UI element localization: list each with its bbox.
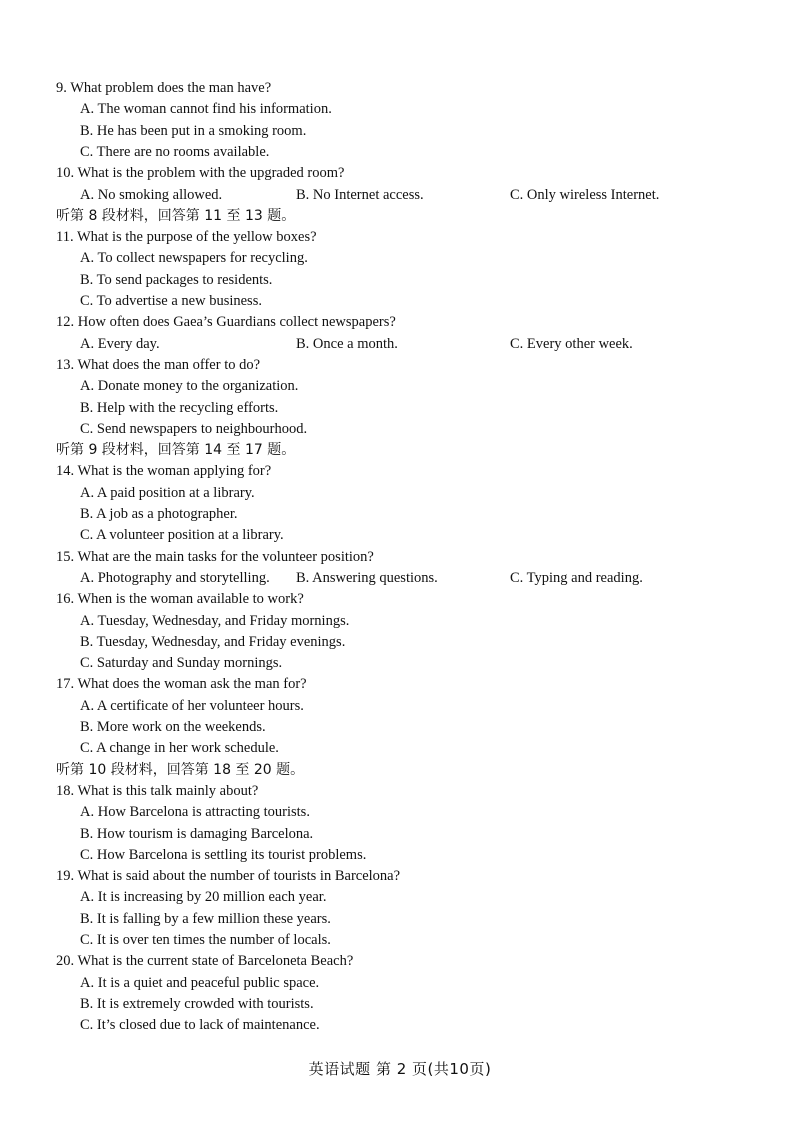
question-stem — [56, 589, 304, 610]
question-text: What is the problem with the upgraded room? — [77, 165, 345, 182]
option-label: A. — [80, 250, 98, 267]
question-stem — [56, 674, 307, 695]
option-label: C. — [80, 143, 97, 160]
option-label: C. — [80, 1017, 97, 1034]
question-number: 16. — [56, 591, 78, 608]
option-text: A volunteer position at a library. — [96, 527, 284, 544]
question-text: What is the woman applying for? — [77, 463, 272, 480]
option-text: It is increasing by 20 million each year. — [97, 889, 327, 906]
option-text: To send packages to residents. — [96, 271, 273, 288]
option-label: B. — [80, 122, 97, 139]
option-label: C. — [80, 740, 97, 757]
option-c — [80, 291, 262, 312]
option-c — [80, 738, 279, 759]
option-b — [80, 270, 272, 291]
question-number: 13. — [56, 356, 78, 373]
option-c — [80, 525, 284, 546]
option-a — [80, 696, 304, 717]
question-number: 11. — [56, 229, 77, 246]
option-a — [80, 887, 326, 908]
option-label: A. — [80, 378, 98, 395]
option-text: How tourism is damaging Barcelona. — [96, 825, 314, 842]
option-label: B. — [80, 719, 97, 735]
option-a — [80, 802, 310, 823]
option-b: B. Answering questions. — [296, 569, 438, 586]
option-a — [80, 483, 255, 504]
option-a: A. Photography and storytelling. — [80, 569, 270, 586]
option-b — [80, 824, 313, 845]
option-row — [80, 568, 643, 589]
option-c — [80, 930, 331, 951]
question-stem — [56, 781, 258, 802]
option-text: Donate money to the organization. — [97, 378, 299, 395]
question-number: 20. — [56, 953, 78, 970]
option-label: A. — [80, 484, 97, 501]
question-number: 12. — [56, 314, 78, 331]
question-stem — [56, 163, 344, 184]
option-text: A paid position at a library. — [96, 484, 255, 501]
option-b — [80, 398, 278, 419]
option-a — [80, 376, 298, 397]
option-label: B. — [80, 825, 97, 842]
option-label: A. — [80, 804, 98, 821]
question-stem — [56, 951, 353, 972]
question-number: 17. — [56, 676, 78, 693]
option-a — [80, 973, 319, 994]
option-text: A change in her work schedule. — [96, 740, 279, 757]
option-a: A. Every day. — [80, 335, 160, 352]
question-text: What problem does the man have? — [70, 80, 272, 96]
option-c — [80, 419, 307, 440]
option-text: The woman cannot find his information. — [97, 101, 332, 118]
option-text: Send newspapers to neighbourhood. — [96, 420, 308, 437]
option-a — [80, 99, 332, 120]
question-stem — [56, 866, 400, 887]
question-text: What is the purpose of the yellow boxes? — [76, 229, 317, 246]
option-text: More work on the weekends. — [96, 719, 266, 735]
option-label: C. — [80, 846, 97, 863]
option-label: A. — [80, 889, 98, 906]
question-text: What is this talk mainly about? — [77, 782, 259, 799]
question-text: How often does Gaea’s Guardians collect newspapers? — [77, 314, 396, 331]
option-b — [80, 504, 237, 525]
option-b: B. Once a month. — [296, 335, 398, 352]
question-text: What are the main tasks for the volunteer position? — [77, 548, 374, 565]
question-stem — [56, 78, 271, 99]
option-c: C. Only wireless Internet. — [510, 186, 660, 203]
option-c — [80, 1015, 320, 1036]
option-label: A. — [80, 697, 97, 714]
option-a — [80, 248, 308, 269]
option-text: Saturday and Sunday mornings. — [96, 655, 283, 672]
option-label: B. — [80, 271, 97, 288]
option-label: C. — [80, 293, 97, 309]
option-label: A. — [80, 974, 98, 991]
option-a — [80, 611, 349, 632]
option-b — [80, 994, 314, 1015]
option-text: Tuesday, Wednesday, and Friday evenings. — [96, 633, 346, 650]
option-text: To advertise a new business. — [96, 293, 262, 309]
option-label: C. — [80, 420, 97, 437]
option-c — [80, 142, 269, 163]
page-footer: 英语试题 第 2 页(共10页) — [308, 1060, 492, 1078]
option-b: B. No Internet access. — [296, 186, 424, 203]
question-number: 9. — [56, 80, 71, 96]
option-label: C. — [80, 655, 97, 672]
question-text: What is the current state of Barceloneta Beach? — [77, 953, 354, 970]
option-text: It is a quiet and peaceful public space. — [97, 974, 320, 991]
question-stem — [56, 547, 374, 568]
section-instruction: 听第 8 段材料，回答第 11 至 13 题。 — [56, 207, 296, 224]
question-number: 14. — [56, 463, 78, 480]
section-instruction: 听第 9 段材料，回答第 14 至 17 题。 — [56, 442, 296, 459]
option-text: It is falling by a few million these years. — [96, 910, 331, 927]
option-label: B. — [80, 506, 97, 522]
option-label: A. — [80, 612, 98, 629]
option-text: A job as a photographer. — [96, 506, 238, 522]
option-b — [80, 121, 306, 142]
option-b — [80, 909, 331, 930]
option-text: How Barcelona is attracting tourists. — [97, 804, 310, 821]
question-text: What is said about the number of tourists in Barcelona? — [77, 868, 401, 885]
option-row — [80, 185, 660, 206]
option-text: How Barcelona is settling its tourist problems. — [96, 846, 367, 863]
question-stem — [56, 227, 317, 248]
option-text: Help with the recycling efforts. — [96, 399, 279, 416]
option-c — [80, 653, 282, 674]
section-instruction: 听第 10 段材料，回答第 18 至 20 题。 — [56, 761, 305, 778]
option-text: Tuesday, Wednesday, and Friday mornings. — [97, 612, 350, 629]
option-label: B. — [80, 995, 97, 1012]
option-text: It’s closed due to lack of maintenance. — [96, 1017, 320, 1034]
option-b — [80, 632, 345, 653]
option-text: To collect newspapers for recycling. — [97, 250, 308, 267]
option-label: A. — [80, 101, 98, 118]
option-label: C. — [80, 527, 97, 544]
question-number: 15. — [56, 548, 78, 565]
question-number: 19. — [56, 868, 78, 885]
option-text: It is over ten times the number of locals. — [96, 932, 331, 948]
question-stem — [56, 355, 260, 376]
option-text: There are no rooms available. — [96, 143, 270, 160]
question-stem — [56, 461, 271, 482]
question-number: 18. — [56, 782, 78, 799]
option-label: B. — [80, 910, 97, 927]
question-text: What does the man offer to do? — [77, 356, 261, 373]
option-text: A certificate of her volunteer hours. — [96, 697, 304, 714]
question-stem — [56, 312, 396, 333]
option-text: It is extremely crowded with tourists. — [96, 995, 314, 1012]
option-label: B. — [80, 399, 97, 416]
option-a: A. No smoking allowed. — [80, 186, 223, 203]
option-row — [80, 334, 633, 355]
option-b — [80, 717, 266, 738]
option-label: B. — [80, 633, 97, 650]
option-text: He has been put in a smoking room. — [96, 122, 307, 139]
option-c: C. Typing and reading. — [510, 569, 643, 586]
question-text: When is the woman available to work? — [77, 591, 304, 608]
option-c: C. Every other week. — [510, 335, 633, 352]
option-label: C. — [80, 932, 97, 948]
option-c — [80, 845, 366, 866]
question-text: What does the woman ask the man for? — [77, 676, 307, 693]
question-number: 10. — [56, 165, 78, 182]
